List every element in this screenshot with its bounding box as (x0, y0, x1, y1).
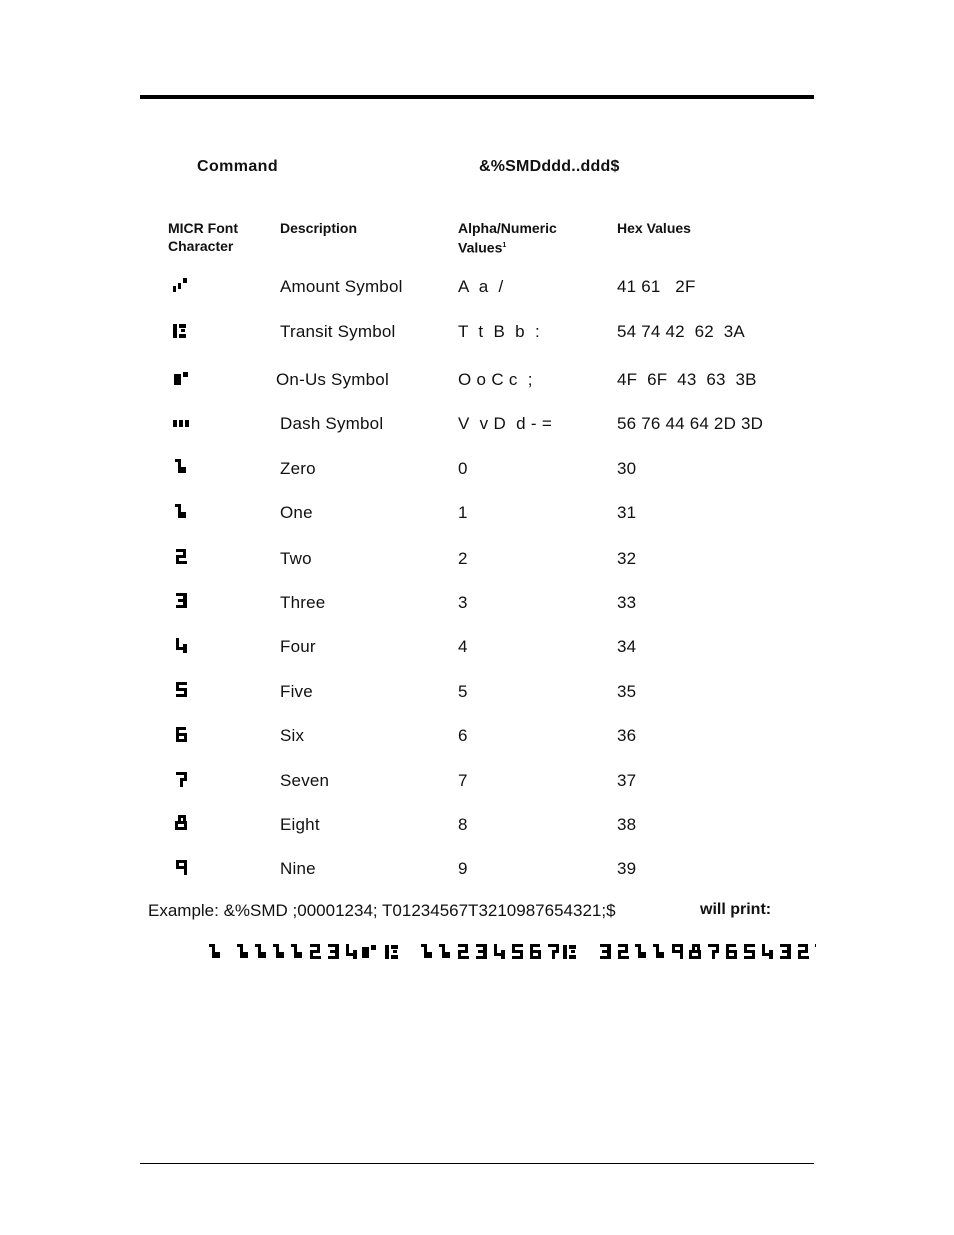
micr-output-char (310, 944, 321, 959)
table-row (0, 593, 954, 623)
micr-digit-4-icon (172, 636, 192, 656)
micr-output-char (255, 944, 266, 958)
row-description: On-Us Symbol (276, 370, 389, 389)
row-alpha-values: 7 (458, 771, 468, 790)
micr-output-char (421, 944, 432, 958)
table-row (0, 370, 954, 400)
micr-output-char (476, 944, 487, 959)
row-hex-values: 4F 6F 43 63 3B (617, 370, 757, 389)
row-alpha-values: 9 (458, 859, 468, 878)
micr-example-output (206, 941, 816, 963)
row-hex-values: 31 (617, 503, 637, 522)
row-hex-values: 36 (617, 726, 637, 745)
row-alpha-values: V v D d - = (458, 414, 553, 433)
micr-digit-9-icon (172, 858, 192, 878)
table-row (0, 682, 954, 712)
row-alpha-values: 2 (458, 549, 468, 568)
row-alpha-values: 0 (458, 459, 468, 478)
row-hex-values: 35 (617, 682, 637, 701)
micr-output-char (346, 944, 357, 959)
header-micr-font-line1: MICR Font (168, 220, 238, 236)
top-rule (140, 95, 814, 99)
micr-digit-8-icon (172, 813, 192, 833)
table-row (0, 815, 954, 845)
row-description: Six (280, 726, 305, 745)
micr-dash-symbol-icon (172, 414, 192, 434)
header-micr-font-line2: Character (168, 238, 234, 254)
row-hex-values: 32 (617, 549, 637, 568)
command-label: Command (197, 158, 279, 175)
micr-output-char (798, 944, 809, 959)
micr-output-char (618, 944, 629, 959)
header-alpha-line1: Alpha/Numeric (458, 220, 557, 236)
table-row (0, 637, 954, 667)
micr-output-char (708, 944, 719, 959)
row-alpha-values: T t B b : (458, 322, 541, 341)
micr-on-us-symbol-icon (172, 369, 192, 389)
micr-output-char (762, 944, 773, 959)
header-hex-values: Hex Values (617, 220, 691, 236)
micr-output-char (362, 945, 376, 958)
micr-output-char (780, 944, 791, 959)
micr-output-char (653, 944, 664, 958)
micr-output-char (291, 944, 302, 958)
table-row (0, 322, 954, 352)
micr-output-char (530, 944, 541, 959)
table-row (0, 277, 954, 307)
row-description: Zero (280, 459, 316, 478)
row-alpha-values: 3 (458, 593, 468, 612)
table-row (0, 503, 954, 533)
command-value: &%SMDddd..ddd$ (479, 158, 620, 175)
micr-output-char (439, 944, 450, 958)
row-alpha-values: O o C c ; (458, 370, 533, 389)
row-hex-values: 37 (617, 771, 637, 790)
table-row (0, 859, 954, 889)
row-description: Amount Symbol (280, 277, 403, 296)
micr-output-char (672, 944, 683, 959)
micr-transit-symbol-icon (172, 321, 192, 341)
micr-output-char (494, 944, 505, 959)
micr-output-char (273, 944, 284, 958)
row-description: Four (280, 637, 316, 656)
row-description: Two (280, 549, 312, 568)
micr-output-char (237, 944, 248, 958)
example-text: Example: &%SMD ;00001234; T01234567T3210987654321;$ (148, 901, 616, 920)
micr-output-char (328, 944, 339, 959)
row-description: Five (280, 682, 313, 701)
row-hex-values: 30 (617, 459, 637, 478)
micr-output-char (689, 944, 701, 959)
header-alpha-numeric (458, 219, 588, 257)
will-print-label: will print: (700, 901, 772, 918)
row-hex-values: 41 61 2F (617, 277, 696, 296)
table-row (0, 459, 954, 489)
row-description: One (280, 503, 313, 522)
micr-digit-0-icon (172, 457, 192, 477)
micr-output-char (563, 945, 576, 959)
micr-output-char (512, 944, 523, 959)
row-hex-values: 56 76 44 64 2D 3D (617, 414, 764, 433)
header-description: Description (280, 220, 358, 236)
micr-output-char (635, 944, 646, 958)
micr-output-char (548, 944, 559, 959)
table-row (0, 414, 954, 444)
row-hex-values: 39 (617, 859, 637, 878)
row-hex-values: 33 (617, 593, 637, 612)
row-description: Three (280, 593, 326, 612)
row-description: Eight (280, 815, 320, 834)
footnote-marker: 1 (502, 242, 507, 249)
row-alpha-values: 4 (458, 637, 468, 656)
row-hex-values: 38 (617, 815, 637, 834)
micr-output-char (726, 944, 737, 959)
header-micr-font (168, 219, 268, 255)
header-alpha-line2 (458, 237, 588, 257)
header-alpha-values: Values (458, 239, 503, 256)
micr-output-char (744, 944, 755, 959)
micr-output-char (209, 944, 220, 958)
micr-output-char (458, 944, 469, 959)
row-description: Seven (280, 771, 330, 790)
row-hex-values: 34 (617, 637, 637, 656)
micr-digit-7-icon (172, 770, 192, 790)
micr-digit-2-icon (172, 547, 192, 567)
row-description: Nine (280, 859, 316, 878)
row-alpha-values: A a / (458, 277, 504, 296)
micr-digit-1-icon (172, 502, 192, 522)
row-hex-values: 54 74 42 62 3A (617, 322, 745, 341)
table-row (0, 549, 954, 579)
table-row (0, 771, 954, 801)
micr-output-char (815, 944, 816, 958)
row-description: Transit Symbol (280, 322, 396, 341)
row-alpha-values: 8 (458, 815, 468, 834)
row-alpha-values: 1 (458, 503, 468, 522)
bottom-rule (140, 1163, 814, 1164)
micr-output-char (385, 945, 398, 959)
micr-amount-symbol-icon (172, 276, 192, 296)
micr-output-char (600, 944, 611, 959)
row-alpha-values: 5 (458, 682, 468, 701)
micr-digit-6-icon (172, 725, 192, 745)
micr-digit-3-icon (172, 591, 192, 611)
row-description: Dash Symbol (280, 414, 384, 433)
row-alpha-values: 6 (458, 726, 468, 745)
table-row (0, 726, 954, 756)
micr-digit-5-icon (172, 680, 192, 700)
